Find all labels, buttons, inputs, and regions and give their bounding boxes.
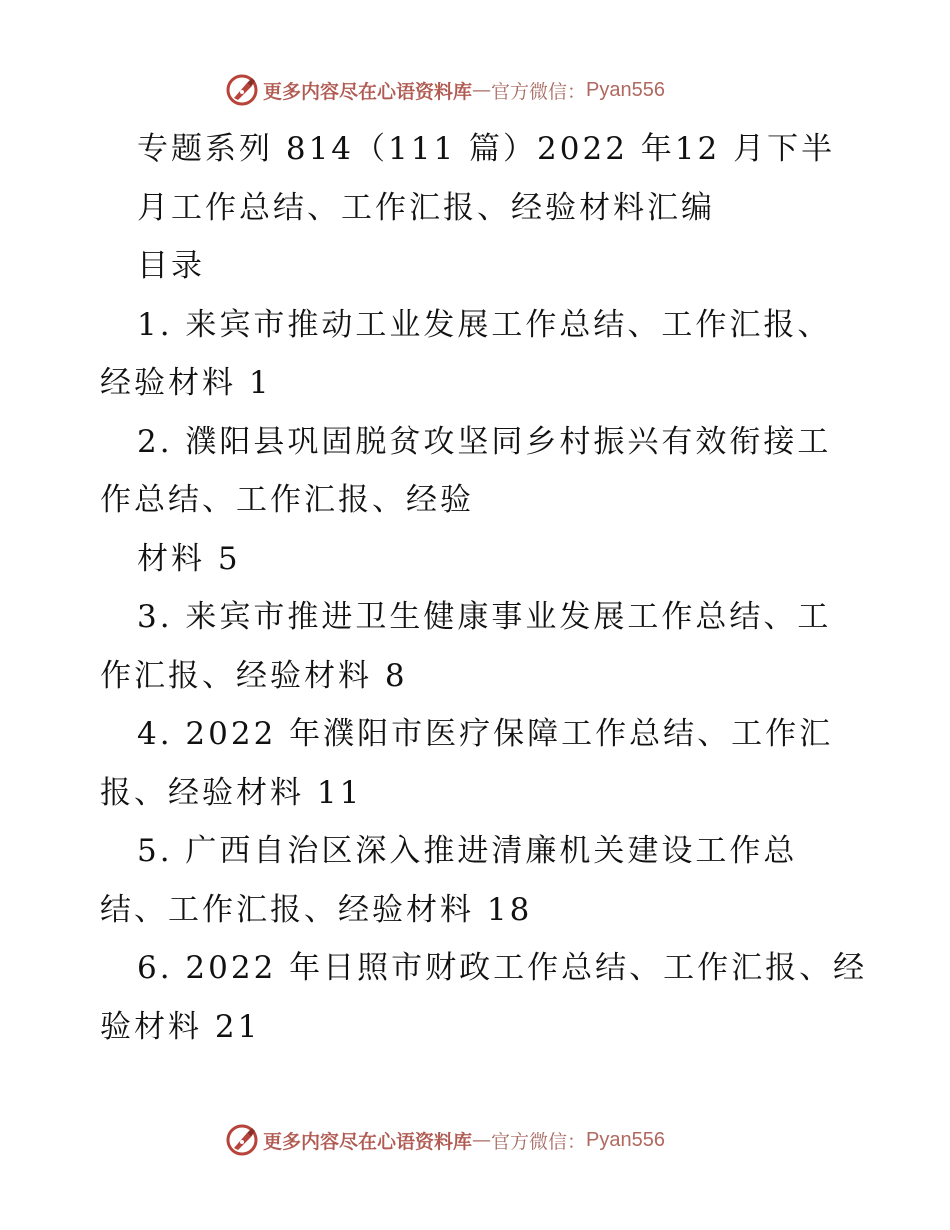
document-title-line-1: 专题系列 814（111 篇）2022 年12 月下半 [137,131,836,167]
toc-entry-1-line-1: 1. 来宾市推动工业发展工作总结、工作汇报、 [137,306,832,343]
toc-entry-2-line-3: 材料 5 [137,540,241,577]
toc-entry-6-line-2: 验材料 21 [100,1008,261,1045]
watermark-contact-id: Pyan556 [586,78,665,101]
toc-entry-4-line-2: 报、经验材料 11 [100,774,363,811]
toc-heading: 目录 [137,248,205,284]
toc-entry-2-line-2: 作总结、工作汇报、经验 [100,482,474,518]
watermark-footer [0,1120,950,1160]
toc-entry-5-line-1: 5. 广西自治区深入推进清廉机关建设工作总 [137,833,798,869]
toc-entry-2-line-1: 2. 濮阳县巩固脱贫攻坚同乡村振兴有效衔接工 [137,423,832,460]
watermark-contact-label: 官方微信： [491,1130,587,1153]
watermark-contact-label: 官方微信： [491,80,587,103]
toc-entry-4-line-1: 4. 2022 年濮阳市医疗保障工作总结、工作汇 [137,716,834,752]
toc-entry-3-line-2: 作汇报、经验材料 8 [100,657,408,694]
toc-entry-6-line-1: 6. 2022 年日照市财政工作总结、工作汇报、经 [137,950,868,986]
watermark-contact-id: Pyan556 [586,1128,665,1151]
document-title-line-2: 月工作总结、工作汇报、经验材料汇编 [137,189,715,226]
watermark-text: 更多内容尽在心语资料库 [263,1130,473,1153]
watermark-header [0,70,950,110]
document-body [100,120,868,1056]
toc-entry-3-line-1: 3. 来宾市推进卫生健康事业发展工作总结、工 [137,599,832,635]
watermark-text: 更多内容尽在心语资料库 [263,80,473,103]
pen-nib-logo-icon [225,73,259,107]
pen-nib-logo-icon [225,1123,259,1157]
toc-entry-5-line-2: 结、工作汇报、经验材料 18 [100,891,533,928]
watermark-dash: — [472,79,492,101]
watermark-dash: — [472,1129,492,1151]
toc-entry-1-line-2: 经验材料 1 [100,365,272,401]
